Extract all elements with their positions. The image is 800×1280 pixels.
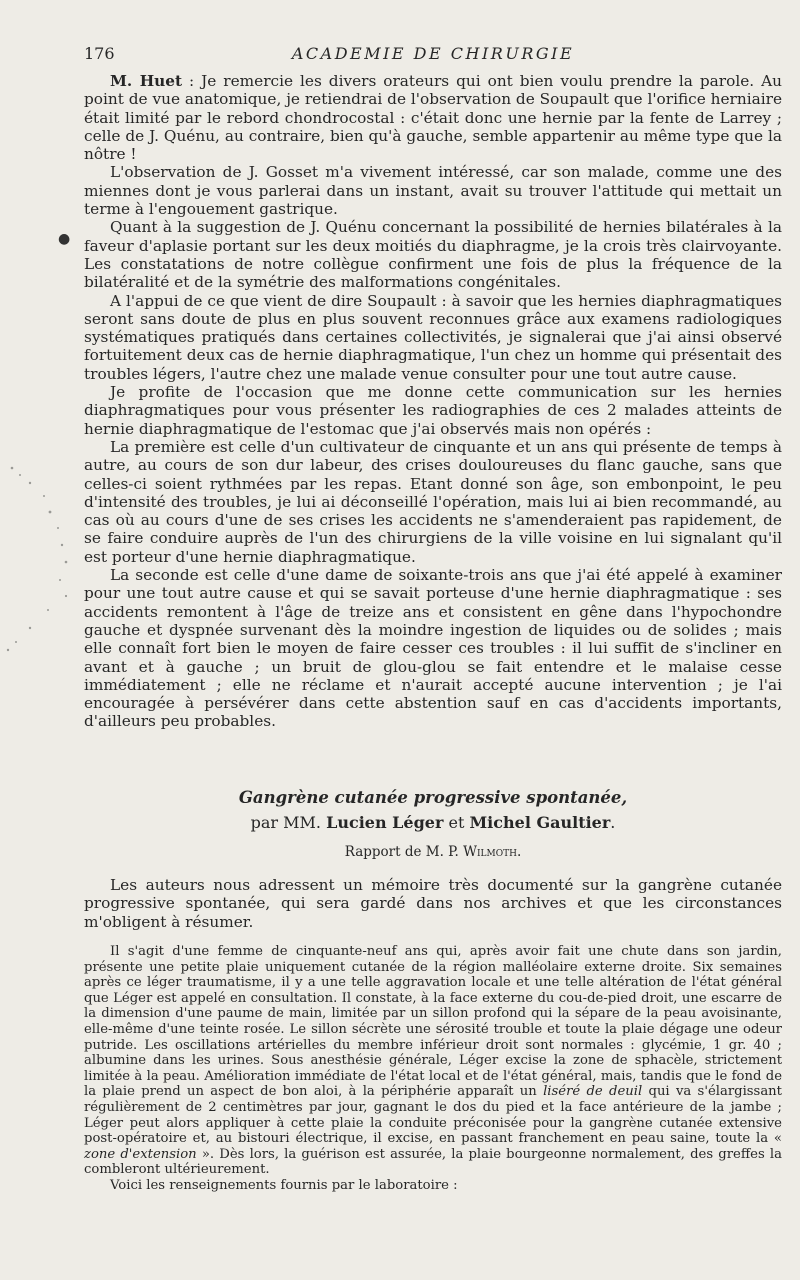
authors-prefix: par MM. — [250, 813, 327, 832]
case-text: Il s'agit d'une femme de cinquante-neuf ans qui, après avoir fait une chute dans son jardin, présente une petite plaie uniquement cutanée de la région malléolaire externe droite. Six semaines après ce léger traumatisme, il y a une telle aggravation locale et une telle altération de l'état général que Léger est appelé en consultation. Il constate, à la face externe du cou-de-pied droit, une escarre de la dimension d'une paume de main, limitée par un sillon profond qui la sépare de la peau avoisinante, elle-même d'une teinte rosée. Le sillon sécrète une sérosité trouble et toute la plaie dégage une odeur putride. Les oscillations artérielles du membre inférieur droit sont normales : glycémie, 1 gr. 40 ; albumine dans les urines. Sous anesthésie générale, Léger excise la zone de sphacèle, strictement limitée à la peau. Amélioration immédiate de l'état local et de l'état général, mais, tandis que le fond de la plaie prend un aspect de bon aloi, à la périphérie apparaît un — [84, 944, 782, 1100]
paragraph: La première est celle d'un cultivateur de cinquante et un ans qui présente de temps à autre, au cours de son dur labeur, des crises douloureuses du flanc gauche, sans que celles-ci soient rythmées par les repas. Etant donné son âge, son embonpoint, le peu d'intensité des troubles, je lui ai déconseillé l'opération, mais lui ai bien recommandé, au cas où au cours d'une de ses crises les accidents ne s'amenderaient pas rapidement, de se faire conduire auprès de l'un des chirurgiens de la ville voisine en lui signalant qu'il est porteur d'une hernie diaphragmatique. — [84, 437, 782, 566]
authors-joiner: et — [443, 813, 470, 832]
discussion-section — [84, 72, 782, 731]
emphasis: zone d'extension — [84, 1146, 197, 1162]
case-text: ». Dès lors, la guérison est assurée, la plaie bourgeonne normalement, des greffes la combleront ultérieurement. — [84, 1146, 782, 1178]
article-heading — [84, 788, 782, 860]
journal-title: ACADEMIE DE CHIRURGIE — [291, 44, 575, 63]
paragraph-text: : Je remercie les divers orateurs qui ont bien voulu prendre la parole. Au point de vue anatomique, je retiendrai de l'observation de Soupault que l'orifice herniaire était limité par le rebord chondrocostal : c'était donc une hernie par la fente de Larrey ; celle de J. Quénu, au contraire, bien qu'à gauche, semble appartenir au même type que la nôtre ! — [84, 72, 782, 164]
article-authors — [84, 813, 782, 832]
report-prefix: Rapport de M. P. — [344, 844, 464, 860]
report-suffix: . — [516, 844, 522, 860]
paragraph: L'observation de J. Gosset m'a vivement intéressé, car son malade, comme une des miennes dont je vous parlerai dans un instant, avait su trouver l'attitude qui mettait un terme à l'engouement gastrique. — [84, 163, 782, 219]
page-number: 176 — [84, 44, 115, 63]
paragraph — [84, 72, 782, 163]
lab-line: Voici les renseignements fournis par le laboratoire : — [110, 1177, 458, 1193]
case-report — [84, 944, 782, 1194]
speaker-name: M. Huet — [110, 72, 183, 90]
case-text: qui va s'élargissant régulièrement de 2 centimètres par jour, gagnant le dos du pied et la face antérieure de la jambe ; Léger peut alors appliquer à cette plaie la conduite préconisée pour la gangrène cutanée extensive post-opératoire et, au bistouri électrique, il excise, en passant franchement en peau saine, toute la « — [84, 1084, 782, 1147]
paragraph: La seconde est celle d'une dame de soixante-trois ans que j'ai été appelé à examiner pour une tout autre cause et qui se savait porteuse d'une hernie diaphragmatique : ses accidents remontent à l'âge de treize ans et consistent en gêne dans l'hypochondre gauche et dyspnée survenant dès la moindre ingestion de liquides ou de solides ; mais elle connaît fort bien le moyen de faire cesser ces troubles : il lui suffit de s'incliner en avant et à gauche ; un bruit de glou-glou se fait entendre et le malaise cesse immédiatement ; elle ne réclame et n'aurait accepté aucune intervention ; je l'ai encouragée à persévérer dans cette abstention sauf en cas d'accidents importants, d'ailleurs peu probables. — [84, 566, 782, 731]
paragraph: Je profite de l'occasion que me donne cette communication sur les hernies diaphragmatiques pour vous présenter les radiographies de ces 2 malades atteints de hernie diaphragmatique de l'estomac que j'ai observés mais non opérés : — [84, 383, 782, 438]
authors-suffix: . — [610, 813, 616, 832]
emphasis: liséré de deuil — [543, 1084, 643, 1100]
paragraph: Quant à la suggestion de J. Quénu concernant la possibilité de hernies bilatérales à la faveur d'aplasie portant sur les deux moitiés du diaphragme, je la crois très clairvoyante. Les constatations de notre collègue confirment une fois de plus la fréquence de la bilatéralité et de la symétrie des malformations congénitales. — [84, 218, 782, 292]
author-name: Lucien Léger — [326, 813, 444, 832]
report-line — [84, 844, 782, 860]
margin-bullet-mark: ● — [58, 231, 71, 247]
author-name: Michel Gaultier — [469, 813, 611, 832]
article-intro: Les auteurs nous adressent un mémoire très documenté sur la gangrène cutanée progressive spontanée, qui sera gardé dans nos archives et que les circonstances m'obligent à résumer. — [84, 876, 782, 931]
margin-smudge-marks — [0, 450, 80, 660]
reporter-name: Wilmoth — [463, 844, 517, 860]
article-title: Gangrène cutanée progressive spontanée, — [238, 788, 628, 807]
paragraph: A l'appui de ce que vient de dire Soupault : à savoir que les hernies diaphragmatiques seront sans doute de plus en plus souvent reconnues grâce aux examens radiologiques systématiques pratiqués dans certaines collectivités, je signalerai que j'ai ainsi observé fortuitement deux cas de hernie diaphragmatique, l'un chez un homme qui présentait des troubles légers, l'autre chez une malade venue consulter pour une tout autre cause. — [84, 291, 782, 383]
case-paragraph — [84, 944, 782, 1178]
running-head — [84, 44, 782, 66]
